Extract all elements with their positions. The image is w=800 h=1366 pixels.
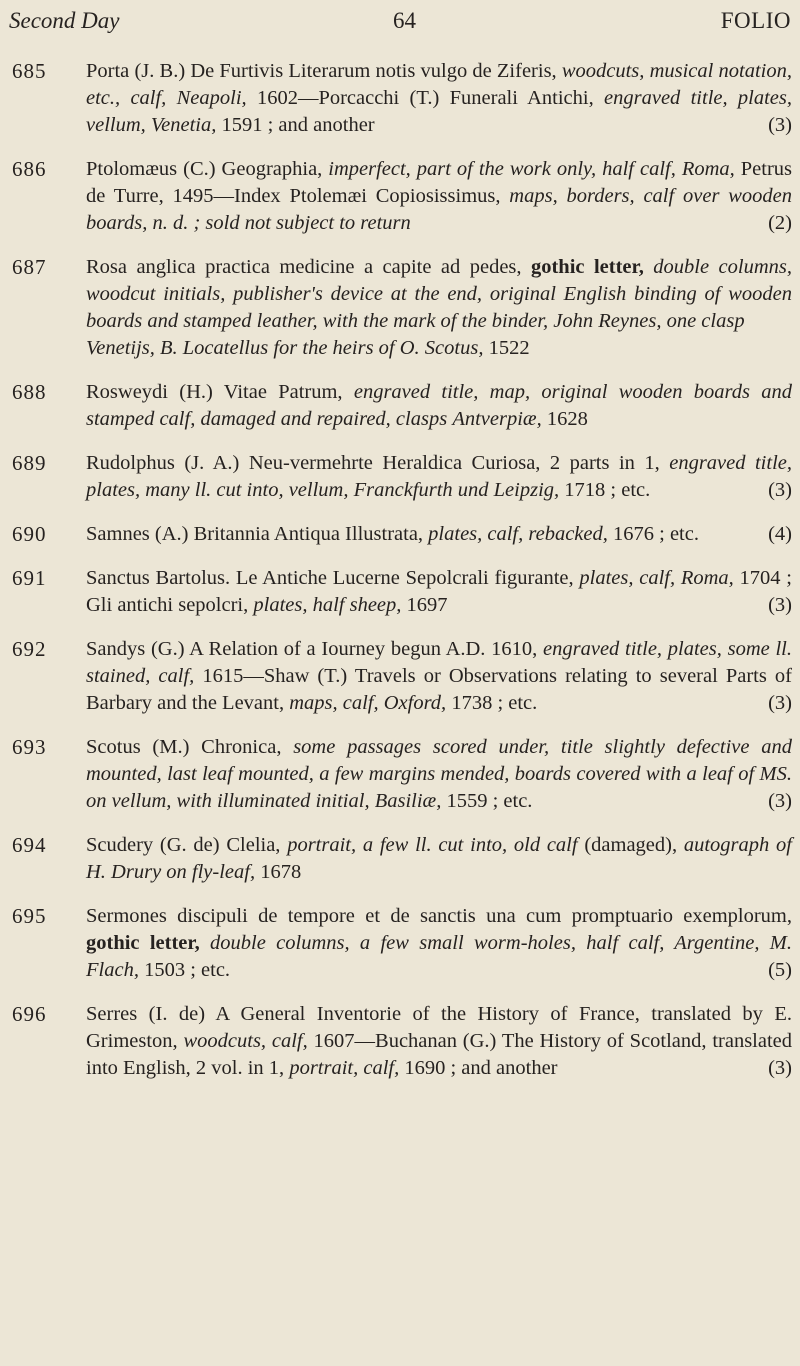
lot-description xyxy=(86,58,792,139)
lot-entry xyxy=(0,734,800,815)
italic-text: plates, calf, Roma, xyxy=(579,567,734,589)
plain-text: 1522 xyxy=(483,337,530,359)
italic-text: some passages scored under, title slightly defective and mounted, last leaf mounted, a few margins mended, boards covered with a leaf of MS. on vellum, with illuminated initial, Basiliæ, xyxy=(86,736,792,812)
lot-entry xyxy=(0,1001,800,1082)
italic-text: portrait, a few ll. cut into, old calf xyxy=(287,834,578,856)
italic-text: engraved title, plates, vellum, Venetia, xyxy=(86,87,792,136)
lot-description xyxy=(86,832,792,886)
section-label: FOLIO xyxy=(720,8,791,33)
lot-entry xyxy=(0,254,800,362)
italic-text: portrait, calf, xyxy=(289,1057,400,1079)
blackletter-text: gothic letter, xyxy=(86,932,200,954)
plain-text: Sandys (G.) A Relation of a Iourney begun A.D. 1610, xyxy=(86,638,544,660)
lot-count: (5) xyxy=(768,959,792,981)
lot-entry xyxy=(0,832,800,886)
italic-text: double columns, woodcut initials, publisher's device at the end, original English binding of wooden boards and stamped leather, with the mark of the binder, John Reynes, one clasp xyxy=(86,256,793,332)
lot-description xyxy=(86,1001,792,1082)
italic-text: autograph of H. Drury on fly-leaf, xyxy=(86,834,792,883)
lot-number: 685 xyxy=(12,59,47,83)
plain-text: 1704 ; Gli antichi sepolcri, xyxy=(86,567,792,616)
italic-text: woodcuts, calf, xyxy=(183,1030,308,1052)
page-number: 64 xyxy=(393,8,416,33)
lot-count: (3) xyxy=(768,594,792,616)
lot-entry xyxy=(0,636,800,717)
lot-count: (3) xyxy=(768,790,792,812)
lot-number: 691 xyxy=(12,566,47,590)
lot-entry xyxy=(0,903,800,984)
plain-text: Scudery (G. de) Clelia, xyxy=(86,834,288,856)
lot-count: (2) xyxy=(768,212,792,234)
plain-text: 1503 ; etc. xyxy=(138,959,231,981)
lot-number: 694 xyxy=(12,833,47,857)
plain-text: 1718 ; etc. xyxy=(559,479,651,501)
plain-text: 1678 xyxy=(255,861,302,883)
plain-text: 1591 ; and another xyxy=(216,114,375,136)
plain-text: Rosweydi (H.) Vitae Patrum, xyxy=(86,381,354,403)
lot-list xyxy=(0,58,800,1099)
lot-number: 695 xyxy=(12,904,47,928)
lot-number: 689 xyxy=(12,451,47,475)
plain-text: Samnes (A.) Britannia Antiqua Illustrata, xyxy=(86,523,429,545)
lot-count: (3) xyxy=(768,479,792,501)
plain-text: Porta (J. B.) De Furtivis Literarum notis vulgo de Ziferis, xyxy=(86,60,562,82)
italic-text: engraved title, plates, many ll. cut into, vellum, Franckfurth und Leipzig, xyxy=(86,452,792,501)
plain-text: 1615—Shaw (T.) Travels or Observations relating to several Parts of Barbary and the Levant, xyxy=(86,665,792,714)
lot-description xyxy=(86,734,792,815)
blackletter-text: gothic letter, xyxy=(530,256,644,278)
italic-text: imperfect, part of the work only, half calf, Roma, xyxy=(328,158,735,180)
italic-text: maps, calf, Oxford, xyxy=(289,692,447,714)
plain-text: Sermones discipuli de tempore et de sanctis una cum promptuario exemplorum, xyxy=(86,905,792,927)
lot-entry xyxy=(0,379,800,433)
italic-text: plates, calf, rebacked, xyxy=(428,523,608,545)
plain-text: Scotus (M.) Chronica, xyxy=(86,736,294,758)
plain-text: 1738 ; etc. xyxy=(446,692,538,714)
lot-description xyxy=(86,903,792,984)
italic-text: plates, half sheep, xyxy=(253,594,402,616)
italic-text: double columns, a few small worm-holes, half calf, Argentine, M. Flach, xyxy=(86,932,792,981)
lot-count: (3) xyxy=(768,114,792,136)
plain-text: 1602—Porcacchi (T.) Funerali Antichi, xyxy=(246,87,605,109)
lot-number: 690 xyxy=(12,522,47,546)
lot-entry xyxy=(0,521,800,548)
plain-text: 1607—Buchanan (G.) The History of Scotland, translated into English, 2 vol. in 1, xyxy=(86,1030,793,1079)
italic-text: engraved title, plates, some ll. stained, calf, xyxy=(86,638,792,687)
plain-text: 1690 ; and another xyxy=(399,1057,558,1079)
italic-text: maps, borders, calf over wooden boards, n. d. ; sold not subject to return xyxy=(86,185,792,234)
lot-description xyxy=(86,156,792,237)
lot-entry xyxy=(0,58,800,139)
page-header xyxy=(9,8,791,44)
lot-number: 696 xyxy=(12,1002,47,1026)
lot-number: 692 xyxy=(12,637,47,661)
italic-text: Venetijs, B. Locatellus for the heirs of O. Scotus, xyxy=(86,337,484,359)
lot-description xyxy=(86,565,792,619)
lot-number: 687 xyxy=(12,255,47,279)
lot-number: 688 xyxy=(12,380,47,404)
lot-description xyxy=(86,254,792,362)
plain-text: 1628 xyxy=(541,408,588,430)
plain-text: Petrus de Turre, 1495—Index Ptolemæi Copiosissimus, xyxy=(86,158,793,207)
lot-description xyxy=(86,521,792,548)
plain-text: Serres (I. de) A General Inventorie of the History of France, translated by E. Grimeston, xyxy=(86,1003,792,1052)
running-head: Second Day xyxy=(9,8,120,33)
lot-count: (4) xyxy=(768,523,792,545)
plain-text: Rudolphus (J. A.) Neu-vermehrte Heraldica Curiosa, 2 parts in 1, xyxy=(86,452,670,474)
lot-entry xyxy=(0,565,800,619)
italic-text: Antverpiæ, xyxy=(452,408,542,430)
plain-text: 1676 ; etc. xyxy=(607,523,699,545)
plain-text: Sanctus Bartolus. Le Antiche Lucerne Sepolcrali figurante, xyxy=(86,567,580,589)
plain-text: 1559 ; etc. xyxy=(441,790,533,812)
lot-count: (3) xyxy=(768,692,792,714)
lot-entry xyxy=(0,156,800,237)
lot-entry xyxy=(0,450,800,504)
lot-description xyxy=(86,379,792,433)
lot-description xyxy=(86,450,792,504)
lot-number: 686 xyxy=(12,157,47,181)
italic-text: engraved title, map, original wooden boards and stamped calf, damaged and repaired, clasps xyxy=(86,381,793,430)
plain-text: Rosa anglica practica medicine a capite ad pedes, xyxy=(86,256,531,278)
plain-text: 1697 xyxy=(401,594,448,616)
italic-text: woodcuts, musical notation, etc., calf, Neapoli, xyxy=(86,60,792,109)
lot-description xyxy=(86,636,792,717)
lot-number: 693 xyxy=(12,735,47,759)
plain-text: (damaged), xyxy=(577,834,684,856)
lot-count: (3) xyxy=(768,1057,792,1079)
plain-text: Ptolomæus (C.) Geographia, xyxy=(86,158,329,180)
